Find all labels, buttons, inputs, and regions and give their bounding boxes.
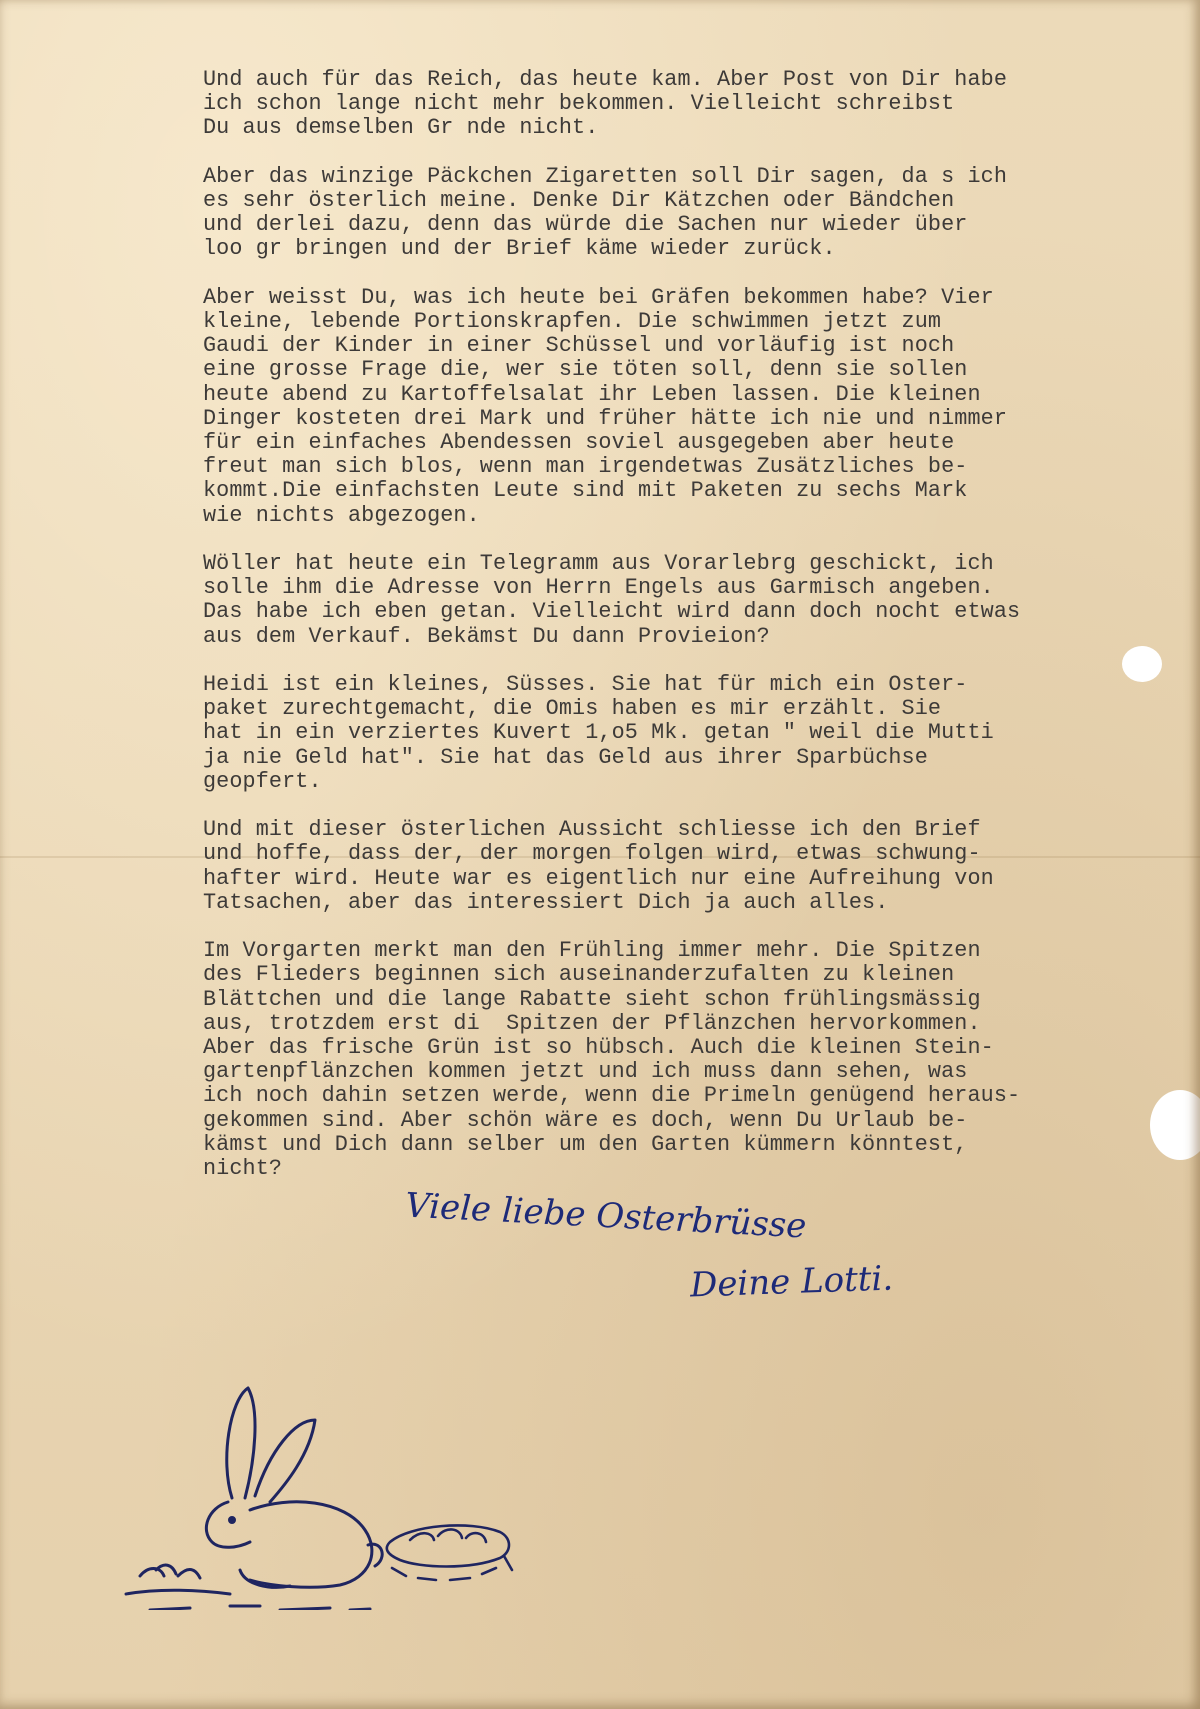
easter-bunny-drawing xyxy=(120,1380,590,1610)
typed-letter-body xyxy=(203,68,1163,1205)
typed-line: und hoffe, dass der, der morgen folgen wird, etwas schwung- xyxy=(203,841,981,867)
typed-line: kämst und Dich dann selber um den Garten kümmern könntest, xyxy=(203,1131,968,1157)
bunny-eye xyxy=(230,1518,235,1523)
ground-strokes xyxy=(150,1606,370,1610)
typed-line: hat in ein verziertes Kuvert 1,o5 Mk. getan " weil die Mutti xyxy=(203,720,994,746)
typed-line: Aber das winzige Päckchen Zigaretten soll Dir sagen, da s ich xyxy=(203,163,1007,189)
typed-line: heute abend zu Kartoffelsalat ihr Leben lassen. Die kleinen xyxy=(203,381,981,407)
letter-paragraph xyxy=(203,165,1163,262)
grass-tufts xyxy=(126,1565,230,1594)
typed-line: Wöller hat heute ein Telegramm aus Vorarlebrg geschickt, ich xyxy=(203,551,994,577)
typed-line: paket zurechtgemacht, die Omis haben es mir erzählt. Sie xyxy=(203,696,942,722)
typed-line: gekommen sind. Aber schön wäre es doch, wenn Du Urlaub be- xyxy=(203,1107,968,1133)
letter-paragraph xyxy=(203,286,1163,528)
typed-line: Du aus demselben Gr nde nicht. xyxy=(203,115,599,141)
typed-line: ja nie Geld hat". Sie hat das Geld aus ihrer Sparbüchse xyxy=(203,744,928,770)
typed-line: für ein einfaches Abendessen soviel ausgegeben aber heute xyxy=(203,430,955,456)
typed-line: aus dem Verkauf. Bekämst Du dann Provieion? xyxy=(203,623,770,649)
typed-line: Und auch für das Reich, das heute kam. Aber Post von Dir habe xyxy=(203,67,1007,92)
typed-line: ich schon lange nicht mehr bekommen. Vielleicht schreibst xyxy=(203,91,955,117)
typed-line: geopfert. xyxy=(203,768,322,794)
typed-line: kommt.Die einfachsten Leute sind mit Paketen zu sechs Mark xyxy=(203,478,968,504)
typed-line: Aber das frische Grün ist so hübsch. Auch die kleinen Stein- xyxy=(203,1035,994,1061)
typed-line: Aber weisst Du, was ich heute bei Gräfen bekommen habe? Vier xyxy=(203,284,994,310)
typed-line: freut man sich blos, wenn man irgendetwas Zusätzliches be- xyxy=(203,454,968,480)
letter-paragraph xyxy=(203,552,1163,649)
typed-line: und derlei dazu, denn das würde die Sachen nur wieder über xyxy=(203,212,968,238)
letter-paragraph xyxy=(203,939,1163,1181)
typed-line: ich noch dahin setzen werde, wenn die Primeln genügend heraus- xyxy=(203,1083,1021,1109)
letter-paragraph xyxy=(203,673,1163,794)
typed-line: Heidi ist ein kleines, Süsses. Sie hat für mich ein Oster- xyxy=(203,672,968,698)
typed-line: des Flieders beginnen sich auseinanderzufalten zu kleinen xyxy=(203,962,955,988)
typed-line: nicht? xyxy=(203,1156,283,1182)
typed-line: hafter wird. Heute war es eigentlich nur eine Aufreihung von xyxy=(203,865,994,891)
typed-line: Blättchen und die lange Rabatte sieht schon frühlingsmässig xyxy=(203,986,981,1012)
typed-line: eine grosse Frage die, wer sie töten soll, denn sie sollen xyxy=(203,357,968,383)
typed-line: wie nichts abgezogen. xyxy=(203,502,480,528)
typed-line: aus, trotzdem erst di Spitzen der Pflänzchen hervorkommen. xyxy=(203,1010,981,1036)
bunny-head xyxy=(206,1502,250,1547)
typed-line: Und mit dieser österlichen Aussicht schliesse ich den Brief xyxy=(203,817,981,843)
typed-line: Dinger kosteten drei Mark und früher hätte ich nie und nimmer xyxy=(203,405,1007,431)
typed-line: Gaudi der Kinder in einer Schüssel und vorläufig ist noch xyxy=(203,333,955,359)
bunny-ear-right xyxy=(255,1420,315,1502)
typed-line: es sehr österlich meine. Denke Dir Kätzchen oder Bändchen xyxy=(203,188,955,213)
nest-eggs xyxy=(410,1529,486,1542)
nest-rim xyxy=(387,1525,509,1566)
letter-paragraph xyxy=(203,818,1163,915)
bunny-body xyxy=(250,1502,372,1587)
letter-paragraph xyxy=(203,68,1163,141)
typed-line: kleine, lebende Portionskrapfen. Die schwimmen jetzt zum xyxy=(203,309,942,334)
typed-line: gartenpflänzchen kommen jetzt und ich muss dann sehen, was xyxy=(203,1059,968,1085)
bunny-ear-left xyxy=(227,1388,255,1498)
typed-line: solle ihm die Adresse von Herrn Engels aus Garmisch angeben. xyxy=(203,575,994,601)
typed-line: Das habe ich eben getan. Vielleicht wird dann doch nocht etwas xyxy=(203,599,1021,625)
typed-line: Im Vorgarten merkt man den Frühling immer mehr. Die Spitzen xyxy=(203,938,981,964)
handwritten-closing: Viele liebe Osterbrüsse xyxy=(404,1185,808,1247)
handwritten-signature: Deine Lotti. xyxy=(689,1258,894,1306)
typed-line: loo gr bringen und der Brief käme wieder zurück. xyxy=(203,236,836,262)
typed-line: Tatsachen, aber das interessiert Dich ja auch alles. xyxy=(203,889,889,915)
